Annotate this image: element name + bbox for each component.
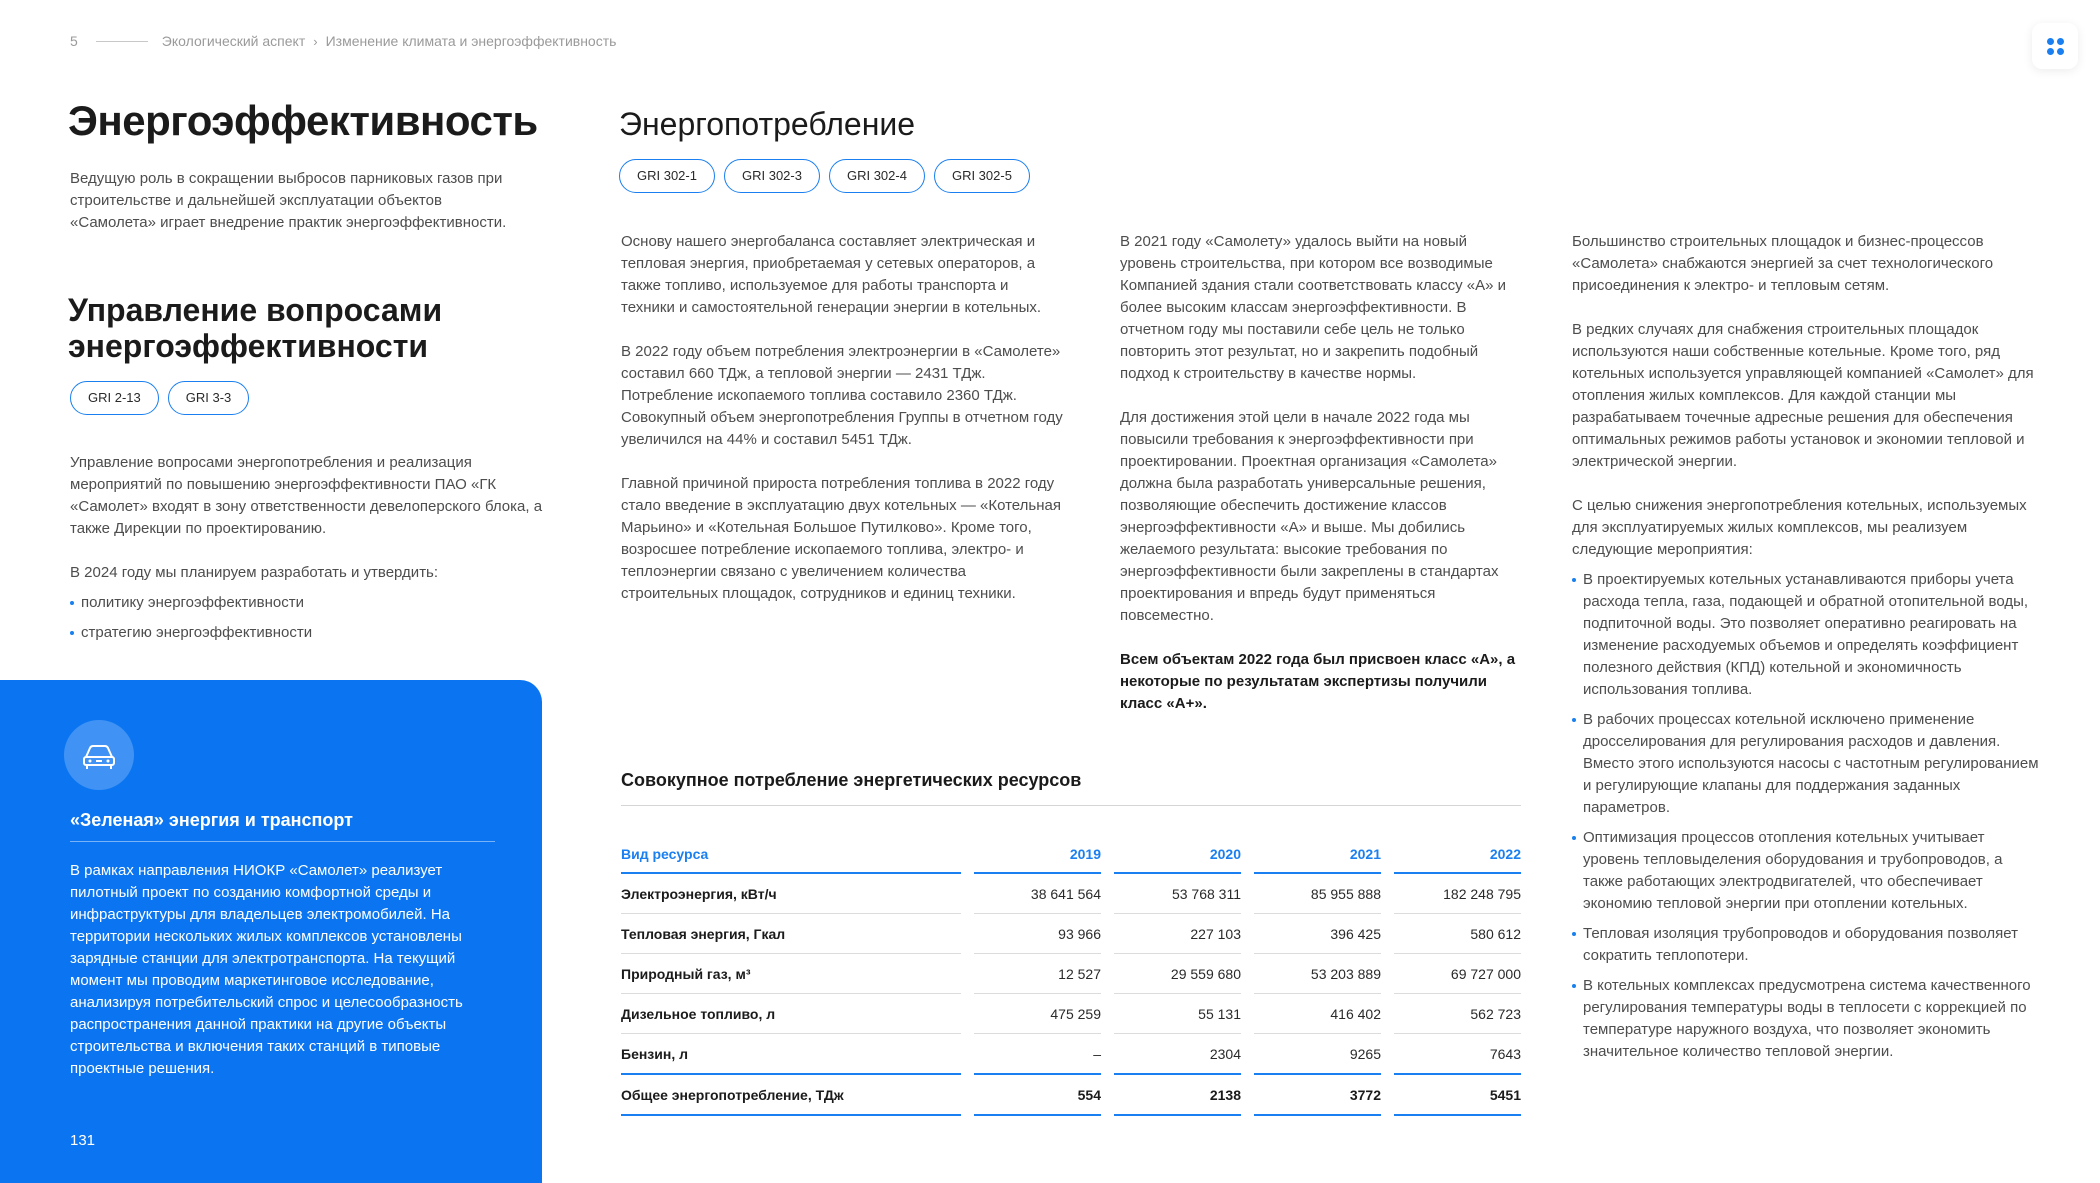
table-cell: 12 527 bbox=[974, 954, 1101, 994]
paragraph: Основу нашего энергобаланса составляет электрическая и тепловая энергия, приобретаемая у сетевых операторов, а также топливо, используемое для работы транспорта и техники и самостоятельной генерации энергии в котельных. bbox=[621, 233, 1042, 316]
column-header: Вид ресурса bbox=[621, 836, 961, 874]
text-column-2 bbox=[1120, 231, 1520, 715]
gri-tag[interactable]: GRI 302-4 bbox=[829, 159, 925, 193]
section-title-management: Управление вопросами энергоэффективности bbox=[68, 292, 443, 364]
gri-tag[interactable]: GRI 302-3 bbox=[724, 159, 820, 193]
panel-title: «Зеленая» энергия и транспорт bbox=[70, 810, 353, 830]
table-cell: 2138 bbox=[1114, 1075, 1241, 1116]
table-cell: 562 723 bbox=[1394, 994, 1521, 1034]
text-column-1 bbox=[621, 231, 1066, 605]
energy-consumption-table bbox=[621, 836, 1521, 1116]
list-item: политику энергоэффективности bbox=[70, 592, 540, 614]
column-header: 2020 bbox=[1114, 836, 1241, 874]
table-cell: 93 966 bbox=[974, 914, 1101, 954]
table-cell: 38 641 564 bbox=[974, 874, 1101, 914]
table-cell: 227 103 bbox=[1114, 914, 1241, 954]
paragraph: В редких случаях для снабжения строительных площадок используются наши собственные котельные. Кроме того, ряд котельных используется управляющей компанией «Самолет» для отопления жилых комплексов. Для каждой станции мы разрабатываем точечные адресные решения для обеспечения оптимальных режимов работы установок и экономии тепловой и электрической энергии. bbox=[1572, 321, 2034, 470]
panel-divider bbox=[70, 841, 495, 842]
main-title: Энергопотребление bbox=[619, 106, 916, 142]
measures-list bbox=[1572, 569, 2042, 1063]
page-indicator: 5 bbox=[70, 33, 78, 49]
table-total-row bbox=[621, 1075, 1521, 1116]
paragraph: С целью снижения энергопотребления котельных, используемых для эксплуатируемых жилых комплексов, мы реализуем следующие мероприятия: bbox=[1572, 497, 2027, 558]
plan-list bbox=[70, 592, 540, 644]
plan-intro: В 2024 году мы планируем разработать и утвердить: bbox=[70, 564, 439, 581]
table-cell: 396 425 bbox=[1254, 914, 1381, 954]
row-label: Дизельное топливо, л bbox=[621, 994, 961, 1034]
intro-text: Ведущую роль в сокращении выбросов парниковых газов при строительстве и дальнейшей эксплуатации объектов «Самолета» играет внедрение практик энергоэффективности. bbox=[70, 170, 507, 231]
panel-text: В рамках направления НИОКР «Самолет» реализует пилотный проект по созданию комфортной среды и инфраструктуры для владельцев электромобилей. На территории нескольких жилых комплексов установлены зарядные станции для электротранспорта. На текущий момент мы проводим маркетинговое исследование, анализируя потребительский спрос и целесообразность распространения данной практики на другие объекты строительства и включения таких станций в типовые проектные решения. bbox=[70, 862, 463, 1077]
table-cell: 5451 bbox=[1394, 1075, 1521, 1116]
menu-button[interactable] bbox=[2032, 23, 2078, 69]
table-cell: 580 612 bbox=[1394, 914, 1521, 954]
table-header-row bbox=[621, 836, 1521, 874]
breadcrumb-link-ecology[interactable]: Экологический аспект bbox=[161, 33, 306, 49]
gri-tag[interactable]: GRI 3-3 bbox=[168, 381, 250, 415]
management-text: Управление вопросами энергопотребления и реализация мероприятий по повышению энергоэффективности ПАО «ГК «Самолет» входят в зону ответственности девелоперского блока, а также Дирекции по проектированию. bbox=[70, 454, 543, 537]
row-label: Тепловая энергия, Гкал bbox=[621, 914, 961, 954]
row-label: Бензин, л bbox=[621, 1034, 961, 1075]
table-cell: 53 768 311 bbox=[1114, 874, 1241, 914]
row-label: Общее энергопотребление, ТДж bbox=[621, 1075, 961, 1116]
list-item: Оптимизация процессов отопления котельных учитывает уровень тепловыделения оборудования и трубопроводов, а также работающих электродвигателей, что обеспечивает экономию тепловой энергии при отоплении котельных. bbox=[1572, 827, 2042, 915]
green-energy-panel bbox=[0, 680, 542, 1183]
table-cell: 9265 bbox=[1254, 1034, 1381, 1075]
gri-tag[interactable]: GRI 302-1 bbox=[619, 159, 715, 193]
table-cell: 55 131 bbox=[1114, 994, 1241, 1034]
text-column-3 bbox=[1572, 231, 2042, 1063]
table-cell: 475 259 bbox=[974, 994, 1101, 1034]
table-cell: 53 203 889 bbox=[1254, 954, 1381, 994]
table-title: Совокупное потребление энергетических ресурсов bbox=[621, 770, 1082, 790]
list-item: Тепловая изоляция трубопроводов и оборудования позволяет сократить теплопотери. bbox=[1572, 923, 2042, 967]
gri-tag[interactable]: GRI 2-13 bbox=[70, 381, 159, 415]
table-row bbox=[621, 1034, 1521, 1075]
paragraph: Для достижения этой цели в начале 2022 года мы повысили требования к энергоэффективности при проектировании. Проектная организация «Самолета» должна была разработать универсальные решения, позволяющие обеспечить достижение классов энергоэффективности «А» и выше. Мы добились желаемого результата: высокие требования по энергоэффективности были закреплены в стандартах проектирования и впредь будут применяться повсеместно. bbox=[1120, 409, 1499, 624]
table-row bbox=[621, 954, 1521, 994]
page-number: 131 bbox=[70, 1132, 96, 1149]
table-row bbox=[621, 914, 1521, 954]
list-item: В рабочих процессах котельной исключено применение дросселирования для регулирования расходов и давления. Вместо этого используются насосы с частотным регулированием и регулирующие клапаны для поддержания заданных параметров. bbox=[1572, 709, 2042, 819]
table-cell: – bbox=[974, 1034, 1101, 1075]
page-title: Энергоэффективность bbox=[68, 97, 538, 144]
energy-tags bbox=[619, 159, 1030, 193]
management-tags bbox=[70, 381, 249, 415]
paragraph: В 2021 году «Самолету» удалось выйти на новый уровень строительства, при котором все возводимые Компанией здания стали соответствовать классу «А» и более высоким классам энергоэффективности. В отчетном году мы поставили себе цель не только повторить этот результат, но и закрепить подобный подход к строительству в качестве нормы. bbox=[1120, 233, 1506, 382]
list-item: стратегию энергоэффективности bbox=[70, 622, 540, 644]
column-header: 2019 bbox=[974, 836, 1101, 874]
table-title-divider bbox=[621, 805, 1521, 806]
table-cell: 416 402 bbox=[1254, 994, 1381, 1034]
table-cell: 29 559 680 bbox=[1114, 954, 1241, 994]
breadcrumb bbox=[70, 33, 616, 49]
list-item: В котельных комплексах предусмотрена система качественного регулирования температуры воды в теплосети с коррекцией по температуре наружного воздуха, что позволяет экономить значительное количество тепловой энергии. bbox=[1572, 975, 2042, 1063]
table-cell: 7643 bbox=[1394, 1034, 1521, 1075]
table-cell: 554 bbox=[974, 1075, 1101, 1116]
table-cell: 182 248 795 bbox=[1394, 874, 1521, 914]
table-cell: 85 955 888 bbox=[1254, 874, 1381, 914]
list-item: В проектируемых котельных устанавливаются приборы учета расхода тепла, газа, подающей и обратной отопительной воды, подпиточной воды. Это позволяет оперативно реагировать на изменение расходуемых объемов и определять коэффициент полезного действия (КПД) котельной и экономичность использования топлива. bbox=[1572, 569, 2042, 701]
table-row bbox=[621, 874, 1521, 914]
gri-tag[interactable]: GRI 302-5 bbox=[934, 159, 1030, 193]
breadcrumb-divider bbox=[96, 41, 148, 42]
breadcrumb-current[interactable]: Изменение климата и энергоэффективность bbox=[325, 33, 617, 49]
table-cell: 69 727 000 bbox=[1394, 954, 1521, 994]
paragraph: Большинство строительных площадок и бизнес-процессов «Самолета» снабжаются энергией за счет технологического присоединения к электро- и тепловым сетям. bbox=[1572, 233, 1994, 294]
paragraph: В 2022 году объем потребления электроэнергии в «Самолете» составил 660 ТДж, а тепловой энергии — 2431 ТДж. Потребление ископаемого топлива составило 2360 ТДж. Совокупный объем энергопотребления Группы в отчетном году увеличился на 44% и составил 5451 ТДж. bbox=[621, 343, 1063, 448]
column-header: 2021 bbox=[1254, 836, 1381, 874]
highlight-paragraph: Всем объектам 2022 года был присвоен класс «А», а некоторые по результатам экспертизы получили класс «А+». bbox=[1120, 651, 1516, 712]
chevron-right-icon: › bbox=[313, 33, 318, 49]
table-cell: 2304 bbox=[1114, 1034, 1241, 1075]
row-label: Электроэнергия, кВт/ч bbox=[621, 874, 961, 914]
row-label: Природный газ, м³ bbox=[621, 954, 961, 994]
column-header: 2022 bbox=[1394, 836, 1521, 874]
table-cell: 3772 bbox=[1254, 1075, 1381, 1116]
table-row bbox=[621, 994, 1521, 1034]
paragraph: Главной причиной прироста потребления топлива в 2022 году стало введение в эксплуатацию двух котельных — «Котельная Марьино» и «Котельная Большое Путилково». Кроме того, возросшее потребление ископаемого топлива, электро- и теплоэнергии связано с увеличением количества строительных площадок, сотрудников и единиц техники. bbox=[621, 475, 1061, 602]
car-icon bbox=[64, 720, 134, 790]
